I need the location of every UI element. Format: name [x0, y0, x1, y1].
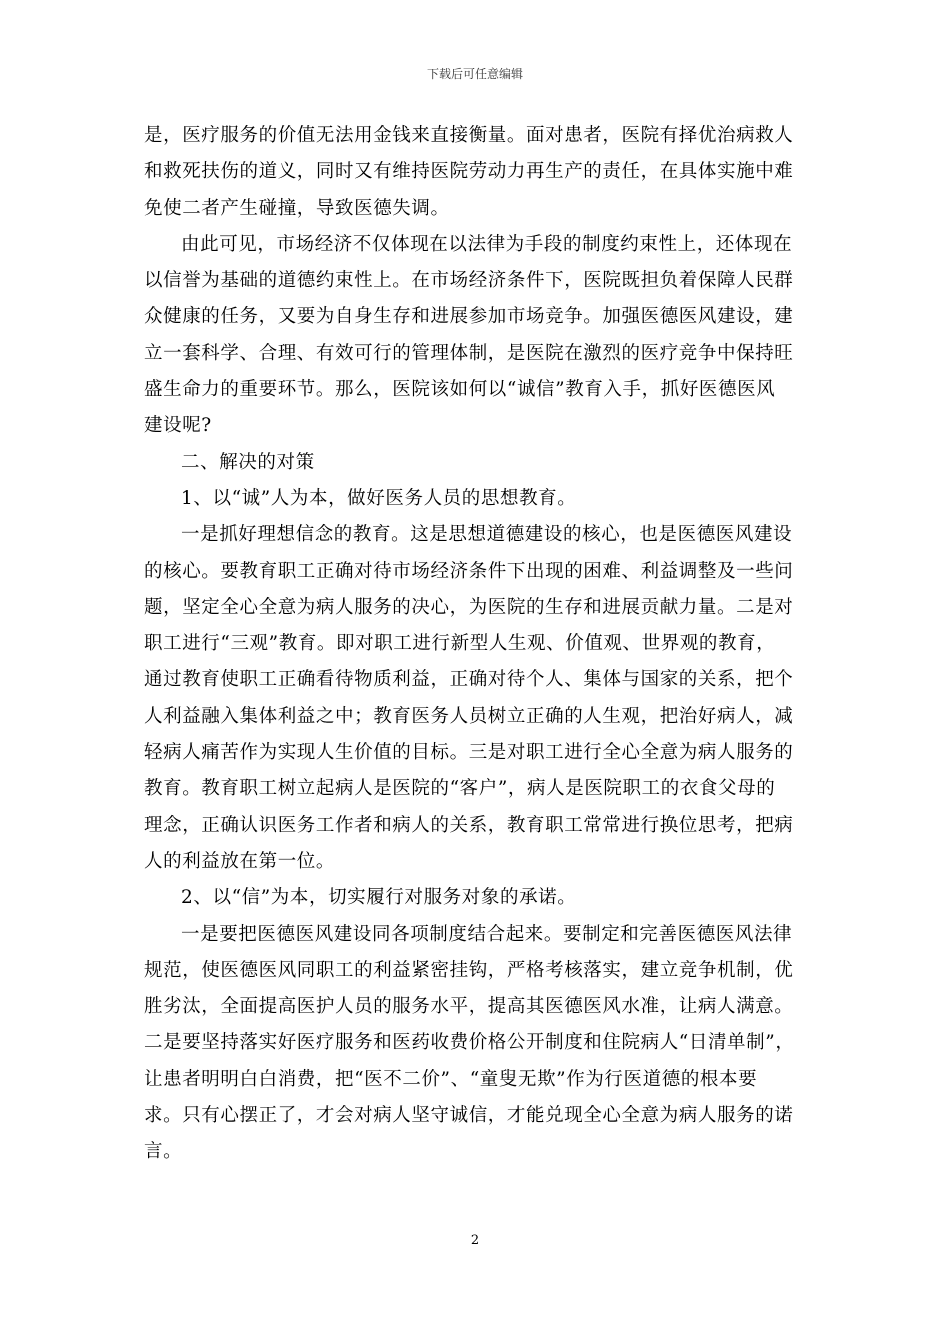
- text-line: 是，医疗服务的价值无法用金钱来直接衡量。面对患者，医院有择优治病救人: [144, 125, 794, 146]
- document-body: [144, 118, 809, 1171]
- text-line: 职工进行“三观”教育。即对职工进行新型人生观、价值观、世界观的教育，: [144, 633, 776, 655]
- text-line: 和救死扶伤的道义，同时又有维持医院劳动力再生产的责任，在具体实施中难: [144, 161, 794, 183]
- text-line: 言。: [144, 1141, 183, 1163]
- text-line: 人的利益放在第一位。: [144, 850, 336, 872]
- page-header: 下载后可任意编辑: [426, 67, 523, 81]
- paragraph-first-line: 一是要把医德医风建设同各项制度结合起来。要制定和完善医德医风法律: [181, 923, 793, 945]
- text-line: 免使二者产生碰撞，导致医德失调。: [144, 197, 450, 219]
- page-number: 2: [470, 1233, 480, 1248]
- text-line: 通过教育使职工正确看待物质利益，正确对待个人、集体与国家的关系，把个: [144, 669, 794, 691]
- text-line: 的核心。要教育职工正确对待市场经济条件下出现的困难、利益调整及一些问: [144, 560, 794, 582]
- text-line: 立一套科学、合理、有效可行的管理体制，是医院在激烈的医疗竞争中保持旺: [144, 342, 794, 364]
- text-line: 轻病人痛苦作为实现人生价值的目标。三是对职工进行全心全意为病人服务的: [144, 742, 794, 764]
- text-line: 众健康的任务，又要为自身生存和进展参加市场竞争。加强医德医风建设，建: [144, 306, 794, 328]
- text-line: 理念，正确认识医务工作者和病人的关系，教育职工常常进行换位思考，把病: [144, 814, 794, 836]
- subsection-heading: 2、以“信”为本，切实履行对服务对象的承诺。: [181, 887, 577, 909]
- paragraph-first-line: 由此可见，市场经济不仅体现在以法律为手段的制度约束性上，还体现在: [181, 233, 793, 255]
- text-line: 教育。教育职工树立起病人是医院的“客户”，病人是医院职工的衣食父母的: [144, 778, 776, 800]
- text-line: 建设呢?: [144, 415, 212, 437]
- section-heading: 二、解决的对策: [181, 451, 315, 473]
- text-line: 二是要坚持落实好医疗服务和医药收费价格公开制度和住院病人“日清单制”，: [144, 1032, 795, 1054]
- paragraph-first-line: 一是抓好理想信念的教育。这是思想道德建设的核心，也是医德医风建设: [181, 524, 793, 546]
- text-line: 规范，使医德医风同职工的利益紧密挂钩，严格考核落实，建立竞争机制，优: [144, 959, 794, 981]
- text-line: 求。只有心摆正了，才会对病人坚守诚信，才能兑现全心全意为病人服务的诺: [144, 1105, 794, 1127]
- text-line: 以信誉为基础的道德约束性上。在市场经济条件下，医院既担负着保障人民群: [144, 270, 794, 292]
- text-line: 题，坚定全心全意为病人服务的决心，为医院的生存和进展贡献力量。二是对: [144, 596, 794, 618]
- text-line: 让患者明明白白消费，把“医不二价”、“童叟无欺”作为行医道德的根本要: [144, 1068, 758, 1090]
- subsection-heading: 1、以“诚”人为本，做好医务人员的思想教育。: [181, 487, 577, 509]
- text-line: 胜劣汰，全面提高医护人员的服务水平，提高其医德医风水准，让病人满意。: [144, 996, 794, 1018]
- text-line: 盛生命力的重要环节。那么，医院该如何以“诚信”教育入手，抓好医德医风: [144, 379, 776, 401]
- text-line: 人利益融入集体利益之中；教育医务人员树立正确的人生观，把治好病人，减: [144, 705, 794, 727]
